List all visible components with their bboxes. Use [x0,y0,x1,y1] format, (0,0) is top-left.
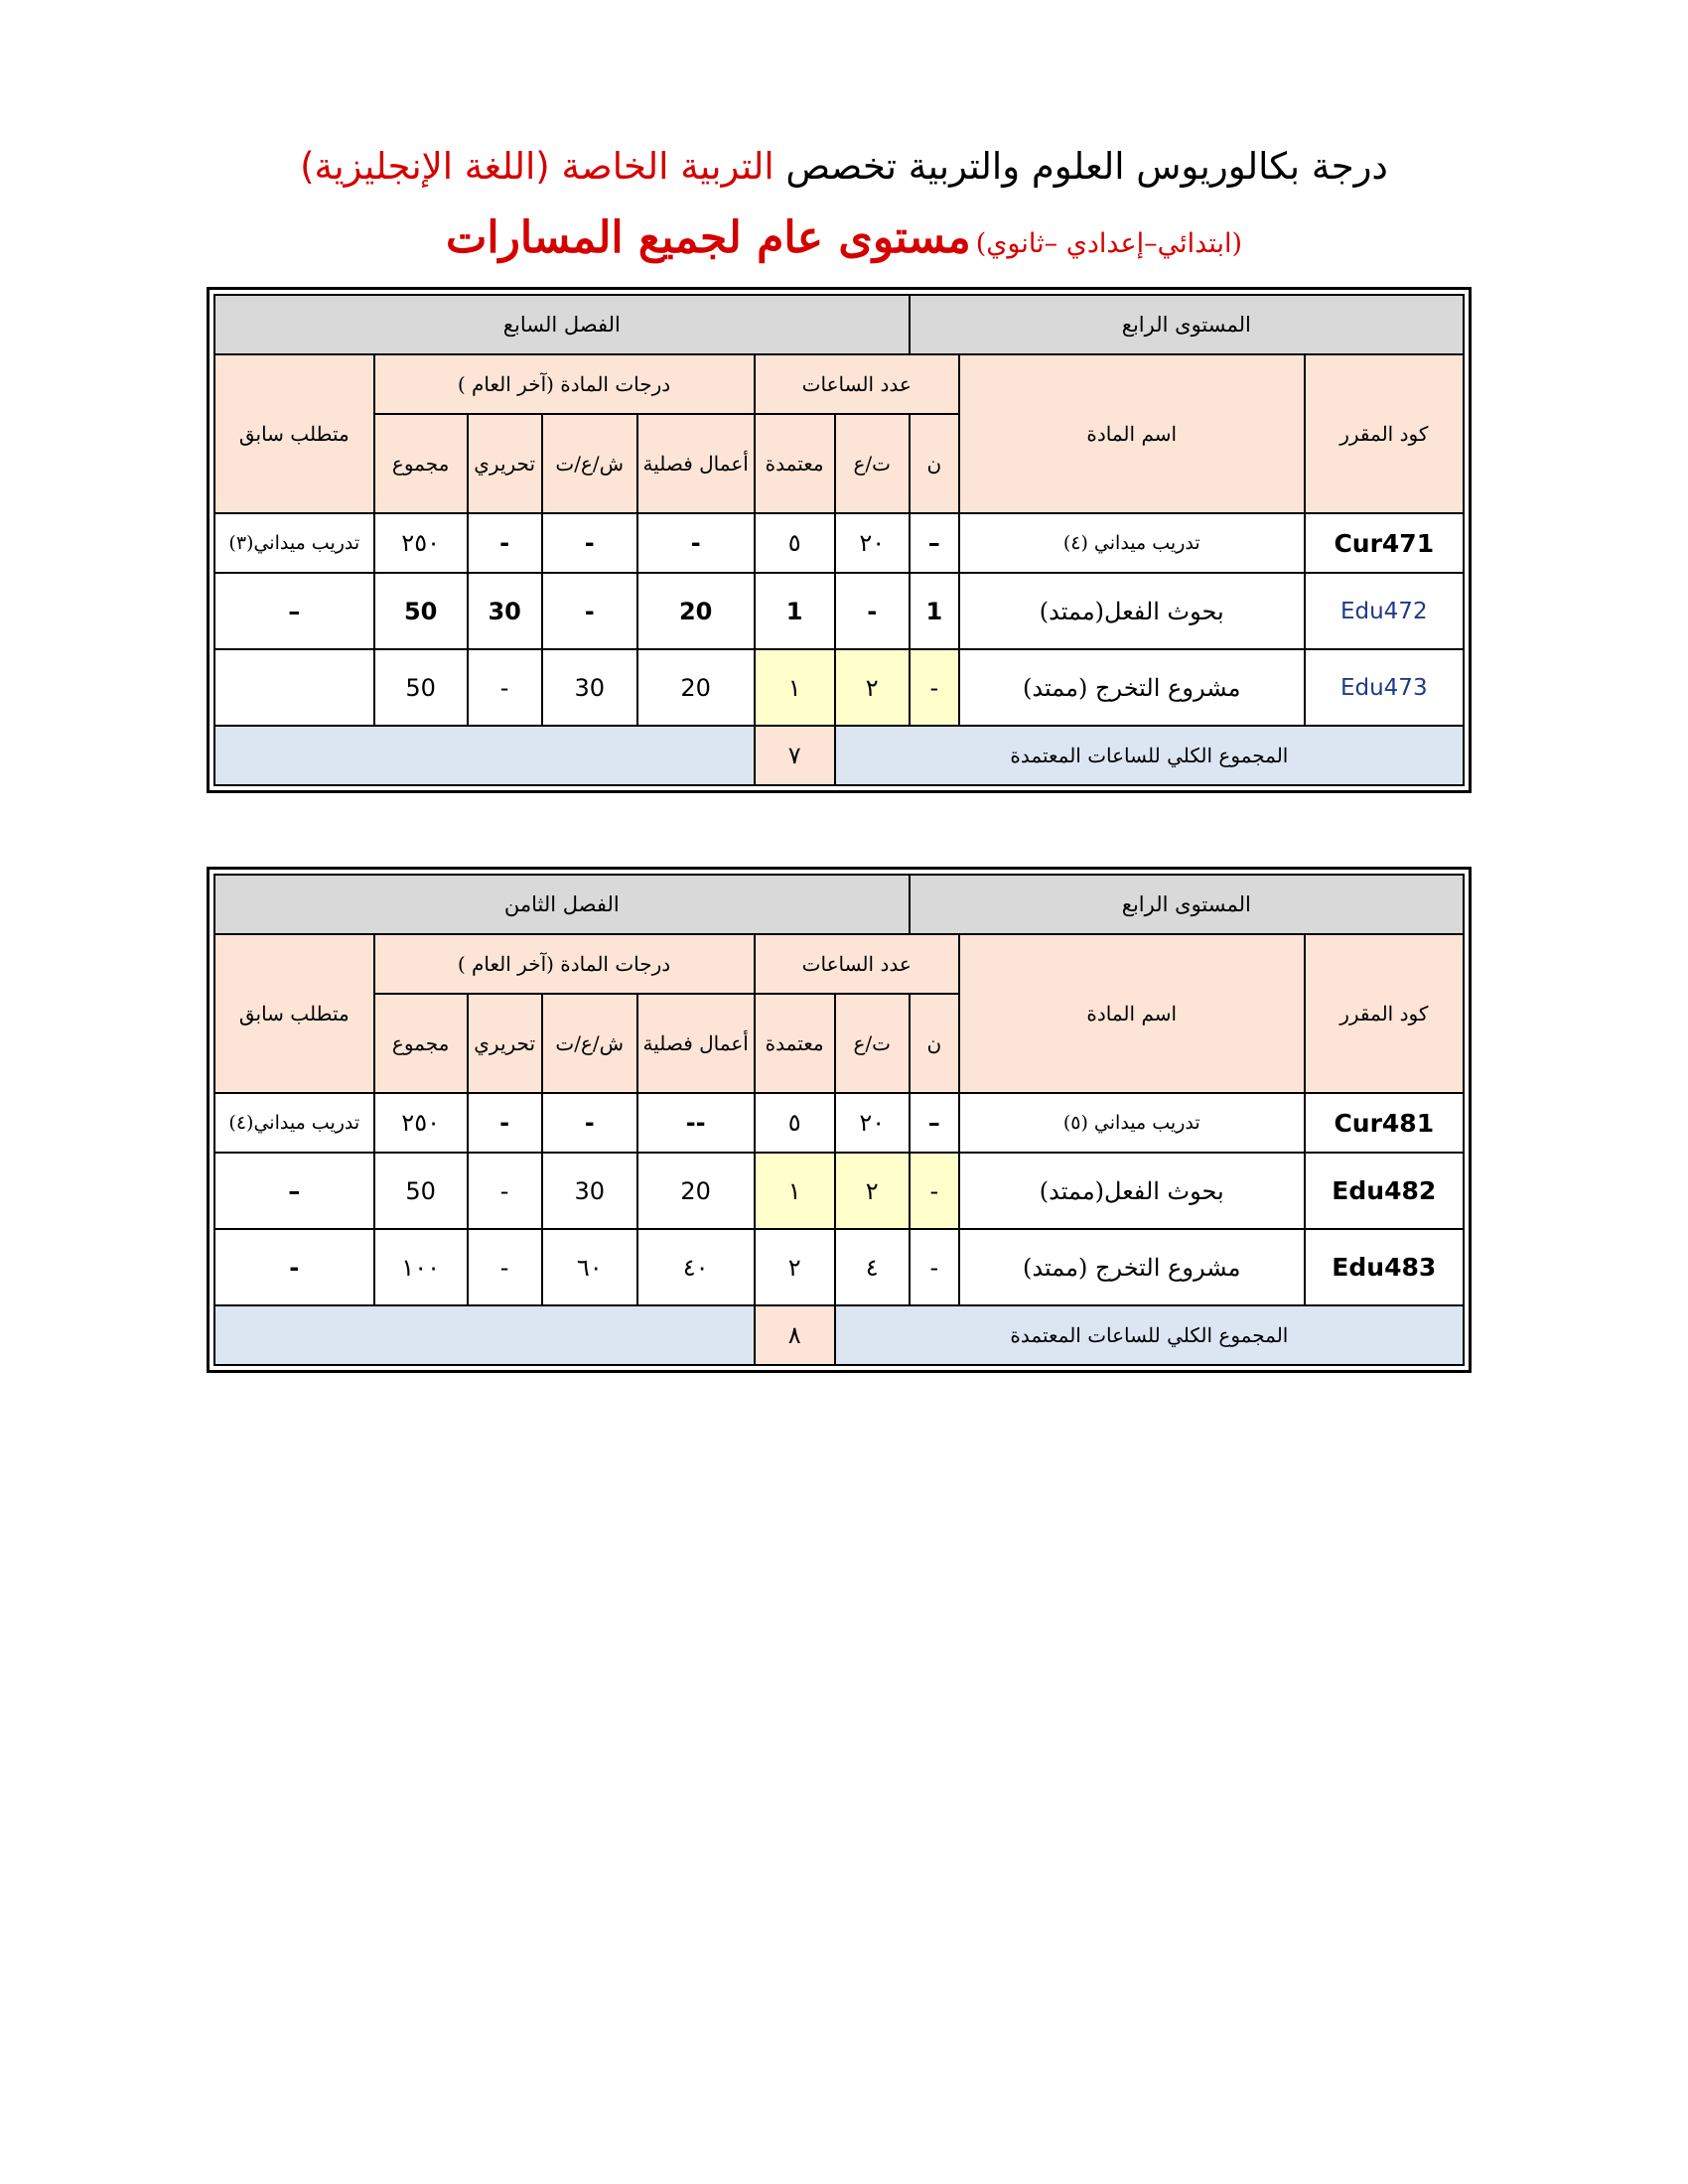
n-value: - [910,1153,959,1229]
level-label: المستوى الرابع [910,875,1464,934]
n-header: ن [910,414,959,513]
tp-value: - [835,573,910,649]
oral-value: - [542,513,637,573]
coursework-header: أعمال فصلية [637,414,755,513]
coursework-value: 20 [637,649,755,726]
prereq-value: - [214,1229,374,1305]
level-label: المستوى الرابع [910,295,1464,354]
written-value: - [468,1093,542,1153]
table-row [214,649,1464,726]
tp-value: ٢٠ [835,513,910,573]
total-credit-value: ٧ [755,726,835,785]
course-code: Edu472 [1305,573,1464,649]
n-value: – [910,513,959,573]
tp-header: ت/ع [835,414,910,513]
written-header: تحريري [468,994,542,1093]
tp-value: ٢ [835,649,910,726]
course-name-header: اسم المادة [959,934,1305,1093]
table-row [214,1229,1464,1305]
course-name: تدريب ميداني (٤) [959,513,1305,573]
subtitle-main: مستوى عام لجميع المسارات [445,212,971,263]
credit-value: ١ [755,649,835,726]
prereq-value: تدريب ميداني(٤) [214,1093,374,1153]
written-header: تحريري [468,414,542,513]
prereq-value: تدريب ميداني(٣) [214,513,374,573]
credit-value: ٢ [755,1229,835,1305]
coursework-value: - [637,513,755,573]
written-value: - [468,649,542,726]
prereq-header: متطلب سابق [214,354,374,513]
credit-header: معتمدة [755,414,835,513]
credit-value: ٥ [755,1093,835,1153]
subtitle-stages: (ابتدائي–إعدادي –ثانوي) [975,228,1243,259]
totals-row [214,1305,1464,1365]
n-header: ن [910,994,959,1093]
course-code-header: كود المقرر [1305,354,1464,513]
oral-value: - [542,1093,637,1153]
course-code: Edu473 [1305,649,1464,726]
page-title [0,137,1688,197]
semester-8-table [207,867,1472,1373]
credit-value: ٥ [755,513,835,573]
course-code: Cur471 [1305,513,1464,573]
table-row [214,573,1464,649]
course-name: تدريب ميداني (٥) [959,1093,1305,1153]
semester-7-table [207,287,1472,793]
totals-filler [214,726,755,785]
course-name: بحوث الفعل(ممتد) [959,573,1305,649]
tp-value: ٢ [835,1153,910,1229]
course-code: Edu482 [1305,1153,1464,1229]
oral-value: 30 [542,1153,637,1229]
table-row [214,1093,1464,1153]
total-value: 50 [374,573,468,649]
oral-value: - [542,573,637,649]
title-black-part: درجة بكالوريوس العلوم والتربية تخصص [785,145,1388,188]
total-value: ١٠٠ [374,1229,468,1305]
tp-value: ٢٠ [835,1093,910,1153]
total-credit-label: المجموع الكلي للساعات المعتمدة [835,1305,1464,1365]
hours-header: عدد الساعات [755,934,959,994]
page-subtitle [0,204,1688,282]
total-value: ٢٥٠ [374,513,468,573]
course-name: مشروع التخرج (ممتد) [959,1229,1305,1305]
written-value: - [468,513,542,573]
total-header: مجموع [374,994,468,1093]
n-value: - [910,1229,959,1305]
n-value: – [910,1093,959,1153]
n-value: - [910,649,959,726]
table-row [214,1153,1464,1229]
credit-value: ١ [755,1153,835,1229]
credit-header: معتمدة [755,994,835,1093]
prereq-value [214,649,374,726]
title-red-part: التربية الخاصة (اللغة الإنجليزية) [300,145,774,188]
grades-header: درجات المادة (آخر العام ) [374,934,755,994]
coursework-value: -- [637,1093,755,1153]
oral-value: 30 [542,649,637,726]
total-value: 50 [374,649,468,726]
prereq-value: – [214,573,374,649]
written-value: 30 [468,573,542,649]
total-credit-label: المجموع الكلي للساعات المعتمدة [835,726,1464,785]
credit-value: 1 [755,573,835,649]
written-value: - [468,1229,542,1305]
prereq-header: متطلب سابق [214,934,374,1093]
oral-header: ش/ع/ت [542,994,637,1093]
n-value: 1 [910,573,959,649]
coursework-header: أعمال فصلية [637,994,755,1093]
totals-filler [214,1305,755,1365]
total-value: ٢٥٠ [374,1093,468,1153]
grades-header: درجات المادة (آخر العام ) [374,354,755,414]
total-value: 50 [374,1153,468,1229]
total-credit-value: ٨ [755,1305,835,1365]
course-name-header: اسم المادة [959,354,1305,513]
coursework-value: ٤٠ [637,1229,755,1305]
hours-header: عدد الساعات [755,354,959,414]
tp-header: ت/ع [835,994,910,1093]
oral-value: ٦٠ [542,1229,637,1305]
course-name: بحوث الفعل(ممتد) [959,1153,1305,1229]
course-code: Edu483 [1305,1229,1464,1305]
totals-row [214,726,1464,785]
semester-label: الفصل الثامن [214,875,910,934]
written-value: - [468,1153,542,1229]
tp-value: ٤ [835,1229,910,1305]
oral-header: ش/ع/ت [542,414,637,513]
prereq-value: – [214,1153,374,1229]
semester-label: الفصل السابع [214,295,910,354]
coursework-value: 20 [637,1153,755,1229]
table-row [214,513,1464,573]
course-name: مشروع التخرج (ممتد) [959,649,1305,726]
total-header: مجموع [374,414,468,513]
course-code: Cur481 [1305,1093,1464,1153]
coursework-value: 20 [637,573,755,649]
course-code-header: كود المقرر [1305,934,1464,1093]
